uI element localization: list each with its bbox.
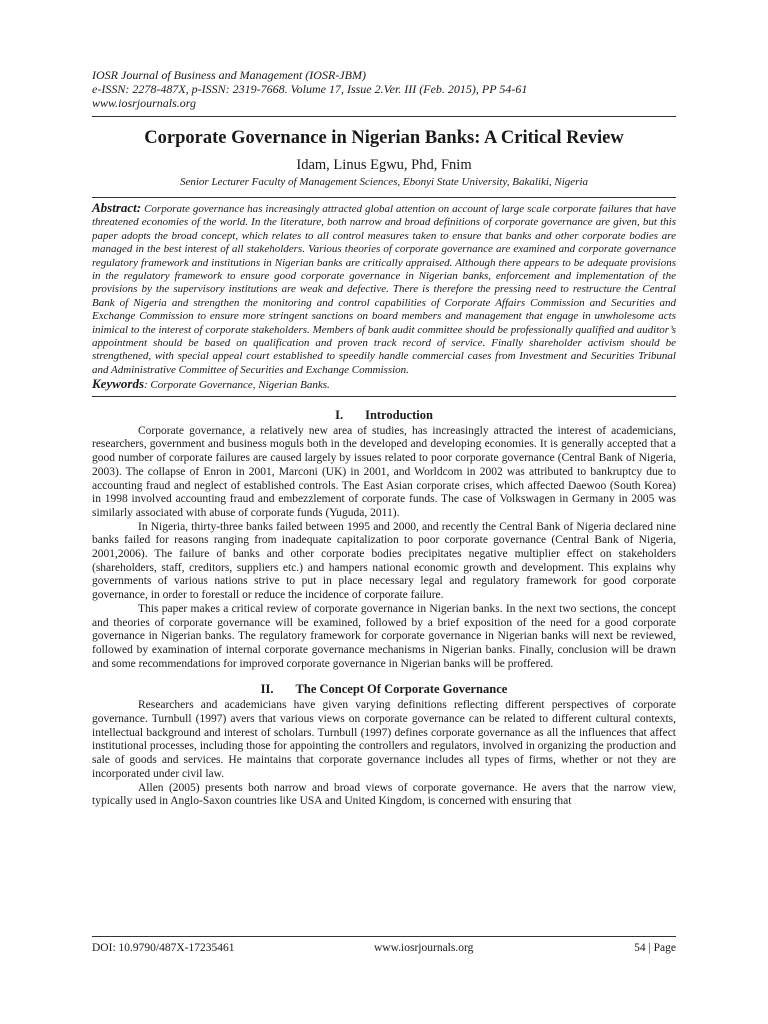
header-divider bbox=[92, 116, 676, 117]
section-number: I. bbox=[335, 407, 344, 422]
journal-issn: e-ISSN: 2278-487X, p-ISSN: 2319-7668. Volume 17, Issue 2.Ver. III (Feb. 2015), PP 54-61 bbox=[92, 82, 528, 96]
section-title: Introduction bbox=[365, 407, 433, 422]
footer-doi: DOI: 10.9790/487X-17235461 bbox=[92, 942, 235, 954]
paragraph: In Nigeria, thirty-three banks failed between 1995 and 2000, and recently the Central Bank of Nigeria declared nine banks failed for reasons ranging from inadequate capitalization to poor corporate governance (Central Bank of Nigeria, 2001,2006). The failure of banks and other corporate bodies precipitates negative multiplier effect on stakeholders (shareholders, staff, creditors, suppliers etc.) and hampers national economic growth and development. This explains why governments of various nations strive to put in place necessary legal and regulatory framework for good corporate governance, in order to forestall or reduce the incidence of corporate failure. bbox=[92, 520, 676, 602]
section-heading-introduction bbox=[92, 408, 676, 422]
journal-header bbox=[92, 68, 676, 110]
keywords-label: Keywords bbox=[92, 376, 144, 392]
keywords-text: : Corporate Governance, Nigerian Banks. bbox=[144, 379, 330, 392]
paragraph: Researchers and academicians have given varying definitions reflecting different perspectives of corporate governance. Turnbull (1997) avers that various views on corporate governance can be related to different cultural contexts, intellectual background and interest of scholars. Turnbull (1997) defines corporate governance as all the influences that affect institutional processes, including those for appointing the controllers and regulators, involved in organizing the production and sale of goods and services. He maintains that corporate governance includes all types of firms, whether or not they are incorporated under civil law. bbox=[92, 699, 676, 780]
footer-page-number: 54 | Page bbox=[634, 942, 676, 954]
journal-website: www.iosrjournals.org bbox=[92, 96, 197, 110]
footer-website: www.iosrjournals.org bbox=[374, 942, 474, 954]
section-title: The Concept Of Corporate Governance bbox=[295, 682, 508, 697]
page-footer bbox=[92, 936, 676, 954]
keywords bbox=[92, 377, 676, 392]
abstract-block bbox=[92, 197, 676, 397]
abstract-text: Corporate governance has increasingly attracted global attention on account of large scale corporate failures that have threatened economies of the world. In the literature, both narrow and broad definitions of corporate governance are given, but this paper adopts the broad concept, which relates to all control measures taken to ensure that banks and other corporate bodies are managed in the best interest of all stakeholders. Various theories of corporate governance are examined and corporate governance regulatory framework and institutions in Nigerian banks are critically appraised. Although there appears to be adequate provisions in the regulatory framework to ensure good corporate governance in Nigerian banks, enforcement and implementation of the provisions by the supervisory institutions are weak and defective. There is therefore the pressing need to restructure the Central Bank of Nigeria and strengthen the monitoring and control capabilities of Corporate Affairs Commission and Securities and Exchange Commission to ensure more stringent sanctions on board members and management that engage in unwholesome acts inimical to the interest of corporate stakeholders. Members of bank audit committee should be professionally qualified and auditor’s appointment should be based on qualification and proven track record of service. Finally shareholder activism should be strengthened, with special appeal court established to speedily handle commercial cases from Investment and Securities Tribunal and Administrative Committee of Securities and Exchange Commission. bbox=[92, 203, 677, 376]
abstract-label: Abstract: bbox=[92, 200, 142, 215]
paper-title: Corporate Governance in Nigerian Banks: A Critical Review bbox=[144, 128, 624, 148]
section-heading-concept bbox=[92, 682, 676, 696]
paper-page bbox=[92, 68, 676, 809]
paper-author: Idam, Linus Egwu, Phd, Fnim bbox=[296, 157, 472, 173]
section-number: II. bbox=[260, 682, 274, 697]
journal-name: IOSR Journal of Business and Management (IOSR-JBM) bbox=[92, 68, 366, 82]
paragraph: This paper makes a critical review of corporate governance in Nigerian banks. In the next two sections, the concept and theories of corporate governance will be examined, followed by a brief exposition of the need for a good corporate governance in Nigerian banks. The regulatory framework for corporate governance in Nigerian banks will next be reviewed, followed by examination of internal corporate governance mechanisms in Nigerian banks. Finally, conclusion will be drawn and some recommendations for improved corporate governance in Nigerian banks will be proffered. bbox=[92, 602, 676, 670]
abstract bbox=[92, 201, 676, 377]
author-affiliation: Senior Lecturer Faculty of Management Sciences, Ebonyi State University, Bakaliki, Nigeria bbox=[179, 176, 589, 188]
paragraph: Allen (2005) presents both narrow and broad views of corporate governance. He avers that the narrow view, typically used in Anglo-Saxon countries like USA and United Kingdom, is concerned with ensuring that bbox=[92, 781, 676, 808]
paragraph: Corporate governance, a relatively new area of studies, has increasingly attracted the interest of academicians, researchers, government and business moguls both in the developed and developing economies. It is generally accepted that a good number of corporate failures are caused largely by issues related to poor corporate governance (Central Bank of Nigeria, 2003). The collapse of Enron in 2001, Marconi (UK) in 2001, and Worldcom in 2002 was attributed to bankruptcy due to accounting fraud and neglect of established controls. The East Asian corporate crises, which affected Daewoo (South Korea) in 1998 involved accounting fraud and embezzlement of corporate funds. The case of Volkswagen in Germany in 2005 was similarly associated with abuse of corporate funds (Yuguda, 2011). bbox=[92, 424, 676, 519]
